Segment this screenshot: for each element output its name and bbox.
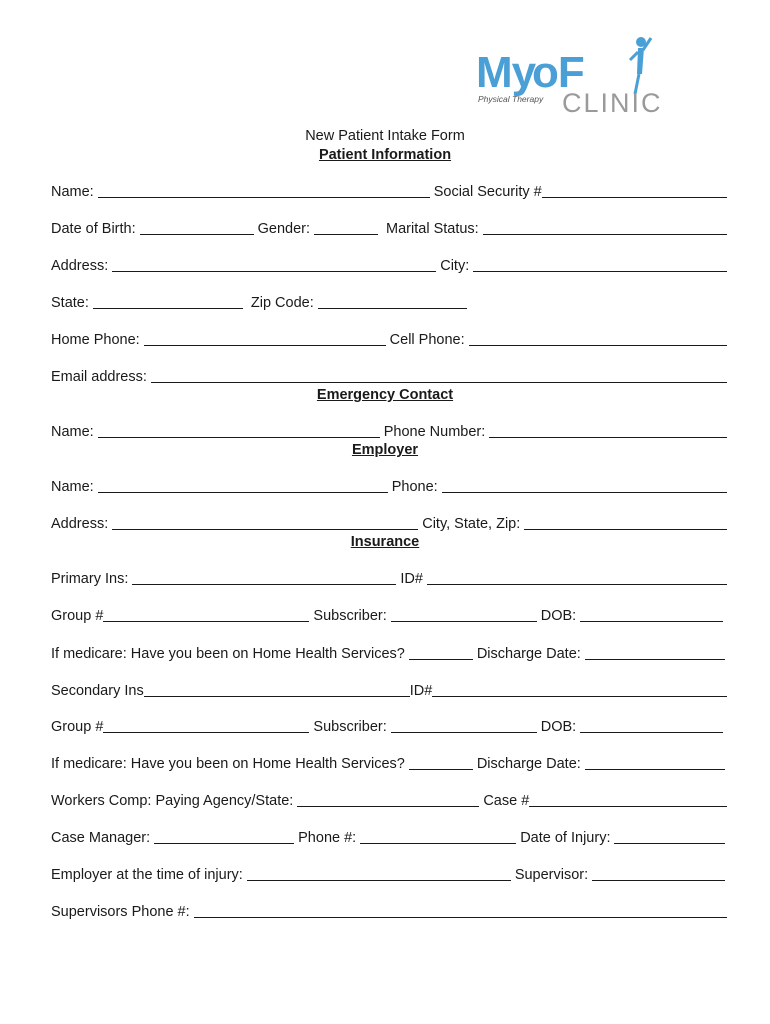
group-label: Group # [51, 608, 104, 624]
discharge-field-2[interactable] [585, 755, 725, 770]
row-primary-ins [51, 567, 731, 587]
primary-ins-field[interactable] [132, 570, 396, 585]
logo-text-my: My [476, 48, 536, 97]
secondary-id-field[interactable] [432, 682, 727, 697]
secondary-id-label: ID# [409, 683, 433, 699]
discharge-field[interactable] [585, 645, 725, 660]
discharge-label: Discharge Date: [476, 756, 581, 772]
clinic-logo [474, 34, 684, 118]
city-field[interactable] [473, 257, 727, 272]
case-label: Case # [483, 793, 530, 809]
row-emergency-contact [51, 420, 731, 440]
row-supervisor-phone [51, 900, 731, 920]
email-label: Email address: [51, 369, 147, 385]
row-employer-name-phone [51, 475, 731, 495]
row-email [51, 365, 731, 385]
gender-label: Gender: [257, 221, 311, 237]
emp-address-label: Address: [51, 516, 109, 532]
workers-comp-label: Workers Comp: Paying Agency/State: [51, 793, 294, 809]
section-patient-information: Patient Information [318, 147, 452, 163]
ec-name-label: Name: [51, 424, 94, 440]
home-phone-field[interactable] [144, 331, 386, 346]
supervisor-label: Supervisor: [514, 867, 589, 883]
section-emergency-contact: Emergency Contact [316, 387, 454, 403]
name-field[interactable] [98, 183, 430, 198]
gender-field[interactable] [314, 220, 378, 235]
form-title: New Patient Intake Form [305, 128, 465, 144]
emp-csz-label: City, State, Zip: [422, 516, 521, 532]
row-case-manager [51, 826, 731, 846]
row-state-zip [51, 291, 471, 311]
row-phones [51, 328, 731, 348]
case-manager-field[interactable] [154, 829, 294, 844]
phone-num-label: Phone #: [298, 830, 357, 846]
subscriber-field-2[interactable] [391, 718, 537, 733]
ssn-field[interactable] [542, 183, 727, 198]
medicare-label: If medicare: Have you been on Home Health Services? [51, 756, 405, 772]
state-label: State: [51, 295, 89, 311]
subscriber-label: Subscriber: [313, 608, 387, 624]
medicare-field[interactable] [409, 645, 473, 660]
group-field-2[interactable] [103, 718, 309, 733]
emp-name-field[interactable] [98, 478, 388, 493]
row-employer-injury [51, 863, 731, 883]
row-workers-comp [51, 789, 731, 809]
row-secondary-group [51, 715, 731, 735]
subscriber-label: Subscriber: [313, 719, 387, 735]
doi-label: Date of Injury: [520, 830, 611, 846]
row-primary-medicare [51, 642, 731, 662]
city-label: City: [440, 258, 470, 274]
row-secondary-ins [51, 679, 731, 699]
emp-phone-field[interactable] [442, 478, 727, 493]
primary-id-label: ID# [400, 571, 423, 587]
logo-text-fit: oF [532, 48, 584, 97]
employer-injury-field[interactable] [247, 866, 511, 881]
group-label: Group # [51, 719, 104, 735]
supervisor-phone-field[interactable] [194, 903, 727, 918]
emp-phone-label: Phone: [391, 479, 438, 495]
supervisor-phone-label: Supervisors Phone #: [51, 904, 190, 920]
subscriber-field[interactable] [391, 607, 537, 622]
doi-field[interactable] [614, 829, 725, 844]
supervisor-field[interactable] [592, 866, 725, 881]
cell-phone-field[interactable] [469, 331, 727, 346]
logo-subtitle: Physical Therapy [478, 94, 544, 104]
email-field[interactable] [151, 368, 727, 383]
home-phone-label: Home Phone: [51, 332, 140, 348]
runner-figure-icon [624, 34, 654, 96]
workers-comp-field[interactable] [297, 792, 479, 807]
case-manager-label: Case Manager: [51, 830, 151, 846]
ins-dob-label: DOB: [540, 719, 577, 735]
row-employer-address [51, 512, 731, 532]
primary-ins-label: Primary Ins: [51, 571, 129, 587]
emp-name-label: Name: [51, 479, 94, 495]
ec-phone-label: Phone Number: [383, 424, 486, 440]
logo-clinic-text: CLINIC [562, 88, 663, 118]
emp-csz-field[interactable] [524, 515, 727, 530]
secondary-ins-label: Secondary Ins [51, 683, 144, 699]
address-field[interactable] [112, 257, 436, 272]
discharge-label: Discharge Date: [476, 646, 581, 662]
medicare-label: If medicare: Have you been on Home Health Services? [51, 646, 405, 662]
dob-label: Date of Birth: [51, 221, 136, 237]
marital-field[interactable] [483, 220, 727, 235]
dob-field[interactable] [140, 220, 254, 235]
marital-label: Marital Status: [386, 221, 479, 237]
row-secondary-medicare [51, 752, 731, 772]
name-label: Name: [51, 184, 94, 200]
ins-dob-field[interactable] [580, 607, 723, 622]
state-field[interactable] [93, 294, 243, 309]
ins-dob-label: DOB: [540, 608, 577, 624]
row-address-city [51, 254, 731, 274]
primary-id-field[interactable] [427, 570, 727, 585]
address-label: Address: [51, 258, 109, 274]
ssn-label: Social Security # [433, 184, 542, 200]
zip-label: Zip Code: [250, 295, 314, 311]
case-field[interactable] [529, 792, 727, 807]
emp-address-field[interactable] [112, 515, 418, 530]
phone-num-field[interactable] [360, 829, 516, 844]
row-primary-group [51, 604, 731, 624]
section-insurance: Insurance [350, 534, 420, 550]
ec-name-field[interactable] [98, 423, 380, 438]
row-name-ssn [51, 180, 731, 200]
secondary-ins-field[interactable] [144, 682, 410, 697]
ec-phone-field[interactable] [489, 423, 727, 438]
employer-injury-label: Employer at the time of injury: [51, 867, 243, 883]
group-field[interactable] [103, 607, 309, 622]
section-employer: Employer [351, 442, 419, 458]
ins-dob-field-2[interactable] [580, 718, 723, 733]
medicare-field-2[interactable] [409, 755, 473, 770]
row-dob-gender-marital [51, 217, 731, 237]
zip-field[interactable] [318, 294, 467, 309]
cell-phone-label: Cell Phone: [389, 332, 465, 348]
